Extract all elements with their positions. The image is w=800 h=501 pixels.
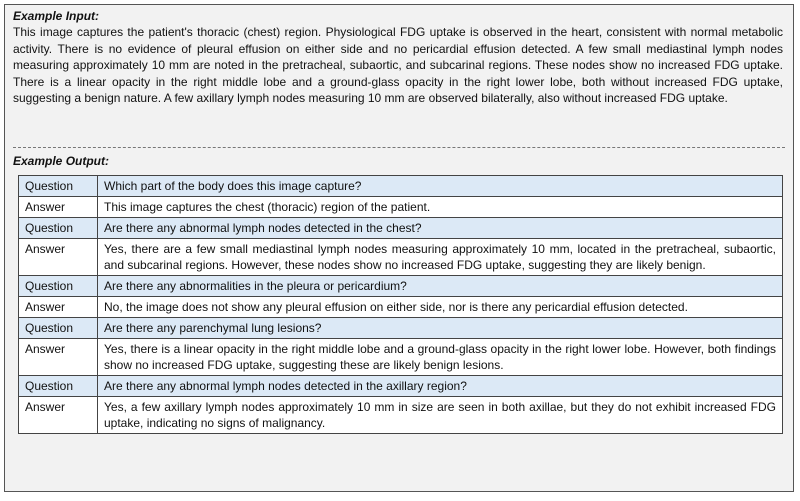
dashed-divider xyxy=(13,147,785,148)
row-text: Yes, there is a linear opacity in the right middle lobe and a ground-glass opacity in the right lower lobe. However, both findings show no increased FDG uptake, suggesting these are likely benign lesions. xyxy=(98,339,783,376)
input-text: This image captures the patient's thoracic (chest) region. Physiological FDG uptake is observed in the heart, consistent with normal metabolic activity. There is no evidence of pleural effusion on either side and no pericardial effusion detected. A few small mediastinal lymph nodes measuring approximately 10 mm are noted in the pretracheal, subaortic, and subcarinal regions. These nodes show no increased FDG uptake. There is a linear opacity in the right middle lobe and a ground-glass opacity in the right lower lobe, both without increased FDG uptake, suggesting a benign nature. A few axillary lymph nodes measuring 10 mm are observed bilaterally, also without increased FDG uptake. xyxy=(13,25,783,106)
example-panel xyxy=(4,4,794,492)
row-text: Yes, a few axillary lymph nodes approximately 10 mm in size are seen in both axillae, but they do not exhibit increased FDG uptake, indicating no signs of malignancy. xyxy=(98,397,783,434)
output-title: Example Output: xyxy=(13,154,110,168)
row-role: Answer xyxy=(19,397,98,434)
table-row xyxy=(19,339,783,376)
table-row xyxy=(19,276,783,297)
row-text: No, the image does not show any pleural effusion on either side, nor is there any pericardial effusion detected. xyxy=(98,297,783,318)
table-row xyxy=(19,197,783,218)
row-role: Answer xyxy=(19,339,98,376)
row-role: Answer xyxy=(19,239,98,276)
table-row xyxy=(19,218,783,239)
row-text: Are there any abnormalities in the pleura or pericardium? xyxy=(98,276,783,297)
row-role: Question xyxy=(19,276,98,297)
qa-table xyxy=(18,175,783,434)
row-text: Which part of the body does this image capture? xyxy=(98,176,783,197)
row-text: Yes, there are a few small mediastinal lymph nodes measuring approximately 10 mm, located in the pretracheal, subaortic, and subcarinal regions. However, these nodes show no increased FDG uptake, suggesting they are likely benign. xyxy=(98,239,783,276)
table-row xyxy=(19,397,783,434)
row-role: Answer xyxy=(19,297,98,318)
row-role: Question xyxy=(19,376,98,397)
table-row xyxy=(19,318,783,339)
row-role: Answer xyxy=(19,197,98,218)
row-text: This image captures the chest (thoracic) region of the patient. xyxy=(98,197,783,218)
row-role: Question xyxy=(19,176,98,197)
row-role: Question xyxy=(19,218,98,239)
row-text: Are there any abnormal lymph nodes detected in the axillary region? xyxy=(98,376,783,397)
table-row xyxy=(19,297,783,318)
input-title: Example Input: xyxy=(13,9,100,23)
row-text: Are there any parenchymal lung lesions? xyxy=(98,318,783,339)
row-role: Question xyxy=(19,318,98,339)
row-text: Are there any abnormal lymph nodes detected in the chest? xyxy=(98,218,783,239)
table-row xyxy=(19,376,783,397)
table-row xyxy=(19,176,783,197)
table-row xyxy=(19,239,783,276)
